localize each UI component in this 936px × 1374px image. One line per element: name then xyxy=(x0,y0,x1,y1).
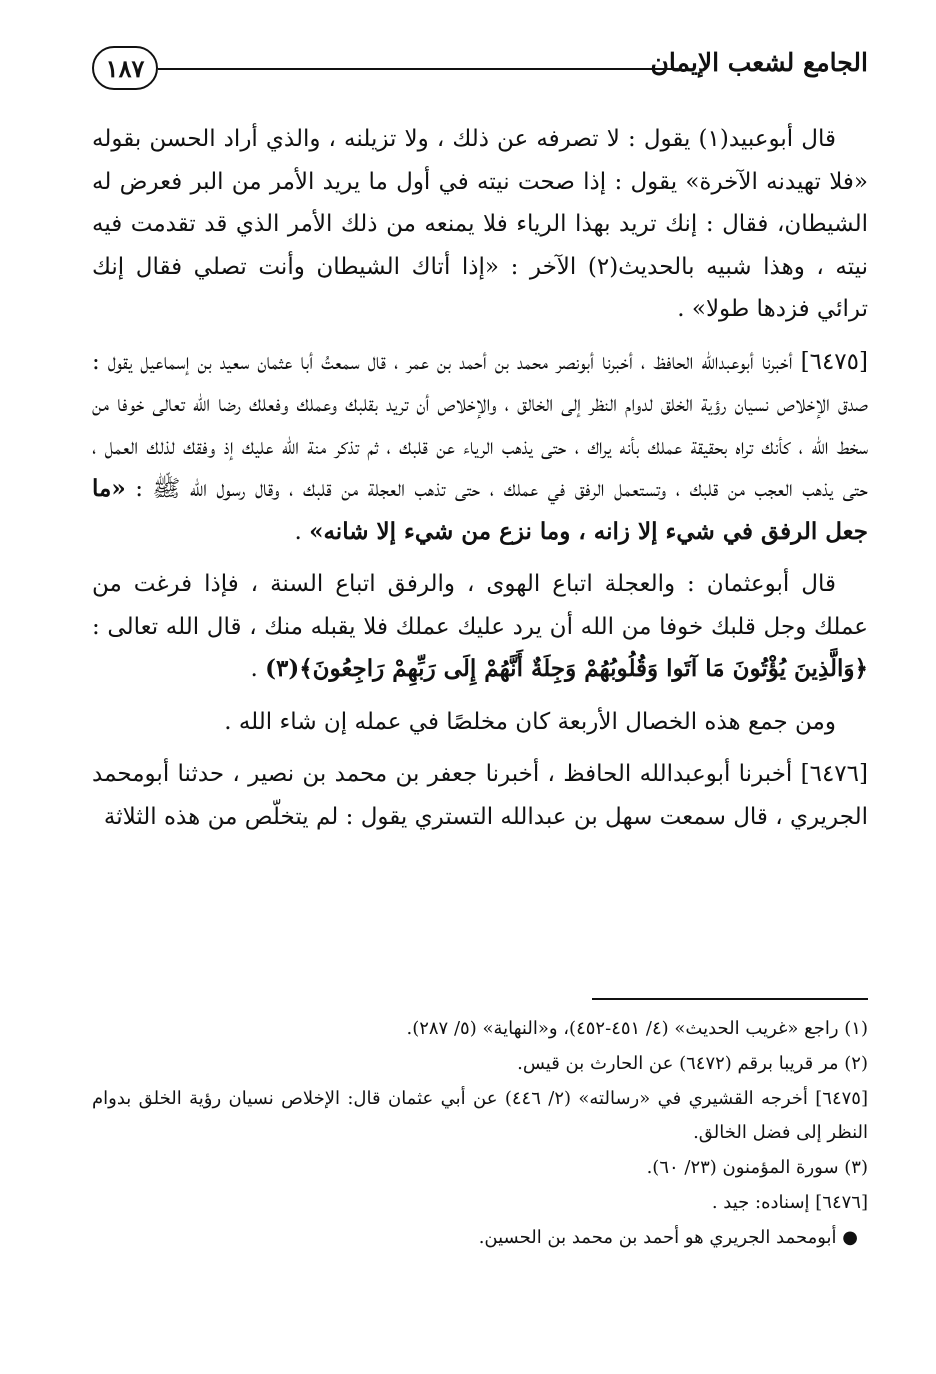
paragraph-3 xyxy=(92,563,868,691)
hadith-quote: «ما جعل الرفق في شيء إلا زانه ، وما نزع من شيء إلا شانه» xyxy=(92,475,868,545)
footnotes xyxy=(92,1012,868,1256)
footnote-6: ● أبومحمد الجريري هو أحمد بن محمد بن الحسين. xyxy=(478,1227,858,1248)
footnote-4: (٣) سورة المؤمنون (٢٣/ ٦٠). xyxy=(646,1157,868,1178)
paragraph-1: قال أبوعبيد(١) يقول : لا تصرفه عن ذلك ، ولا تزيلنه ، والذي أراد الحسن بقوله «فلا تهيدنه الآخرة» يقول : إذا صحت نيته في أول ما يريد الأمر من البر فعرض له الشيطان، فقال : إنك تريد بهذا الرياء فلا يمنعه من ذلك الأمر الذي قد تقدمت فيه نيته ، وهذا شبيه بالحديث(٢) الآخر : «إذا أتاك الشيطان وأنت تصلي فقال إنك ترائي فزدها طولا» . xyxy=(92,126,868,322)
paragraph-3-end: . xyxy=(250,656,266,682)
paragraph-5: [٦٤٧٦] أخبرنا أبوعبدالله الحافظ ، أخبرنا جعفر بن محمد بن نصير ، حدثنا أبومحمد الجريري ، قال سمعت سهل بن عبدالله التستري يقول : لم يتخلّص من هذه الثلاثة xyxy=(92,761,868,830)
paragraph-2-text: [٦٤٧٥] أخبرنا أبوعبدالله الحافظ ، أخبرنا أبونصر محمد بن أحمد بن عمر ، قال سمعتُ أبا عثمان سعيد بن إسماعيل يقول : صدق الإخلاص نسيان رؤية الخلق لدوام النظر إلى الخالق ، والإخلاص أن تريد بقلبك وعملك وفعلك رضا الله تعالى خوفا من سخط الله ، كأنك تراه بحقيقة عملك بأنه يراك ، حتى يذهب الرياء عن قلبك ، ثم تذكر منة الله عليك إذ وفقك لذلك العمل ، حتى يذهب العجب من قلبك ، وتستعمل الرفق في عملك ، حتى تذهب العجلة من قلبك ، وقال رسول الله ﷺ : xyxy=(92,348,868,502)
paragraph-2 xyxy=(92,341,868,554)
footnote-3: [٦٤٧٥] أخرجه القشيري في «رسالته» (٢/ ٤٤٦) عن أبي عثمان قال: الإخلاص نسيان رؤية الخلق بدوام النظر إلى فضل الخالق. xyxy=(92,1088,868,1143)
main-text xyxy=(92,118,868,848)
footnote-separator xyxy=(592,998,868,1000)
footnote-2: (٢) مر قريبا برقم (٦٤٧٢) عن الحارث بن قيس. xyxy=(517,1053,868,1074)
running-title: الجامع لشعب الإيمان xyxy=(650,48,868,77)
footnote-1: (١) راجع «غريب الحديث» (٤/ ٤٥١-٤٥٢)، و«النهاية» (٥/ ٢٨٧). xyxy=(406,1018,868,1039)
page-header xyxy=(92,40,868,102)
quran-verse: ﴿وَالَّذِينَ يُؤْتُونَ مَا آتَوا وَقُلُوبُهُمْ وَجِلَةٌ أَنَّهُمْ إِلَى رَبِّهِمْ رَاجِعُونَ﴾(٣) xyxy=(265,655,868,682)
paragraph-3-text: قال أبوعثمان : والعجلة اتباع الهوى ، والرفق اتباع السنة ، فإذا فرغت من عملك وجل قلبك خوفا من الله أن يرد عليك عملك فلا يقبله منك ، قال الله تعالى : xyxy=(92,571,868,640)
page-number: ١٨٧ xyxy=(92,46,158,90)
paragraph-4: ومن جمع هذه الخصال الأربعة كان مخلصًا في عمله إن شاء الله . xyxy=(224,708,836,735)
footnote-5: [٦٤٧٦] إسناده: جيد . xyxy=(711,1192,868,1213)
header-rule xyxy=(158,68,678,70)
paragraph-2-end: . xyxy=(294,518,310,545)
